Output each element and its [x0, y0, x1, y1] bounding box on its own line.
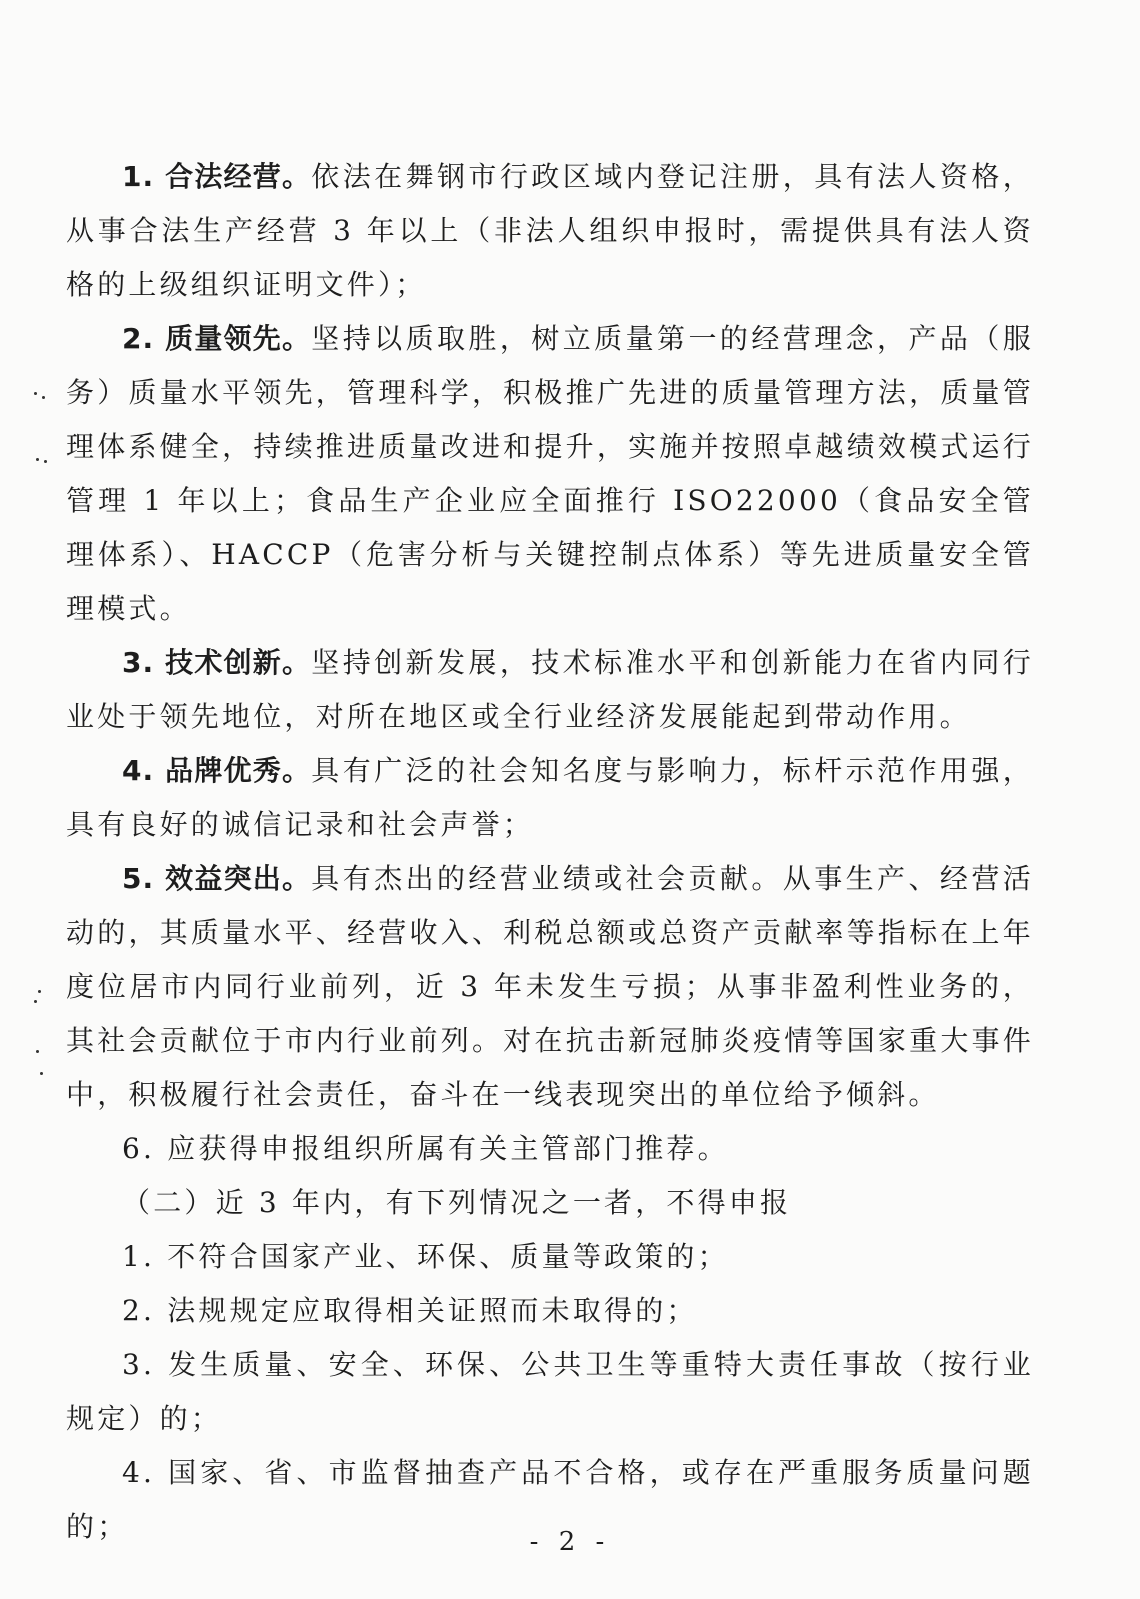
criterion-5: [66, 852, 1034, 1122]
exclusion-item: 1. 不符合国家产业、环保、质量等政策的；: [122, 1240, 729, 1273]
criterion-6: 6. 应获得申报组织所属有关主管部门推荐。: [122, 1132, 729, 1165]
scan-speck: [44, 460, 47, 463]
exclusion-item: 2. 法规规定应取得相关证照而未取得的；: [122, 1294, 698, 1327]
subsection-title: （二）近 3 年内，有下列情况之一者，不得申报: [122, 1186, 792, 1219]
scan-speck: [36, 1050, 39, 1053]
criterion-text: 具有广泛的社会知名度与影响力，标杆示范作用强，具有良好的诚信记录和社会声誉；: [66, 754, 1034, 841]
scan-speck: [36, 458, 39, 461]
exclusion-item: 4. 国家、省、市监督抽查产品不合格，或存在严重服务质量问题的；: [66, 1456, 1034, 1543]
criterion-text: 坚持创新发展，技术标准水平和创新能力在省内同行业处于领先地位，对所在地区或全行业经济发展能起到带动作用。: [66, 646, 1034, 733]
page-number: - 2 -: [529, 1527, 611, 1557]
scan-speck: [34, 392, 37, 395]
criterion-heading: 5. 效益突出。: [122, 862, 312, 895]
criterion-text: 坚持以质取胜，树立质量第一的经营理念，产品（服务）质量水平领先，管理科学，积极推广先进的质量管理方法，质量管理体系健全，持续推进质量改进和提升，实施并按照卓越绩效模式运行管理 1 年以上；食品生产企业应全面推行 ISO22000（食品安全管理体系）、HACCP（危害分析与关键控制点体系）等先进质量安全管理模式。: [66, 322, 1034, 625]
criterion-2: [66, 312, 1034, 636]
criterion-4: [66, 744, 1034, 852]
scan-speck: [42, 396, 45, 399]
criterion-text: 依法在舞钢市行政区域内登记注册，具有法人资格，从事合法生产经营 3 年以上（非法人组织申报时，需提供具有法人资格的上级组织证明文件）；: [66, 160, 1034, 301]
document-body: [66, 150, 1034, 1554]
exclusion-item: 3. 发生质量、安全、环保、公共卫生等重特大责任事故（按行业规定）的；: [66, 1348, 1034, 1435]
criterion-heading: 4. 品牌优秀。: [122, 754, 312, 787]
scan-speck: [38, 990, 41, 993]
scan-speck: [40, 1072, 43, 1075]
criterion-3: [66, 636, 1034, 744]
criterion-1: [66, 150, 1034, 312]
criterion-heading: 1. 合法经营。: [122, 160, 312, 193]
criterion-text: 具有杰出的经营业绩或社会贡献。从事生产、经营活动的，其质量水平、经营收入、利税总额或总资产贡献率等指标在上年度位居市内同行业前列，近 3 年未发生亏损；从事非盈利性业务的，其社会贡献位于市内行业前列。对在抗击新冠肺炎疫情等国家重大事件中，积极履行社会责任，奋斗在一线表现突出的单位给予倾斜。: [66, 862, 1034, 1111]
scan-speck: [34, 1000, 37, 1003]
criterion-heading: 3. 技术创新。: [122, 646, 312, 679]
criterion-heading: 2. 质量领先。: [122, 322, 312, 355]
